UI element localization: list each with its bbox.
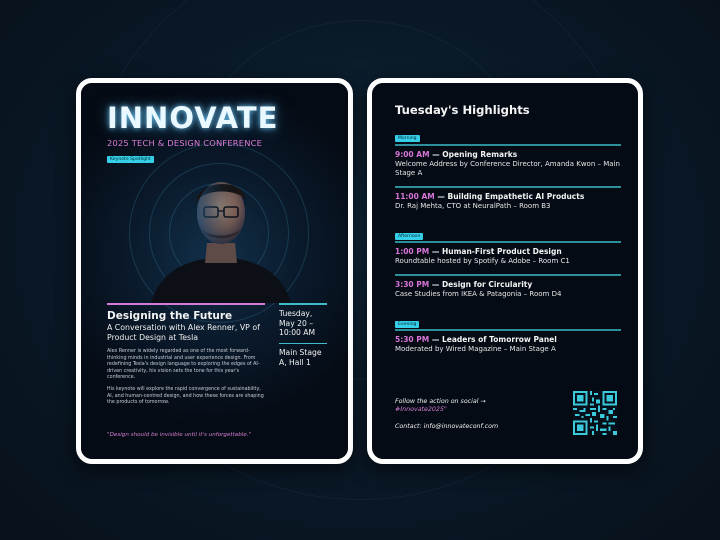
session-item — [395, 241, 621, 266]
session-title: — Design for Circularity — [429, 279, 533, 289]
keynote-talk-info — [107, 303, 267, 407]
session-title: — Building Empathetic AI Products — [434, 191, 585, 201]
session-desc: Roundtable hosted by Spotify & Adobe – Room C1 — [395, 256, 570, 265]
teal-divider — [279, 343, 327, 345]
period-badge-morning: Morning — [395, 135, 420, 142]
conference-title: INNOVATE — [107, 101, 279, 135]
talk-title: Designing the Future — [107, 310, 233, 322]
keynote-badge: Keynote Spotlight — [107, 156, 154, 163]
session-time: 1:00 PM — [395, 246, 430, 256]
period-badge-evening: Evening — [395, 321, 419, 328]
session-item — [395, 186, 621, 211]
keynote-summary: His keynote will explore the rapid convergence of sustainability, AI, and human-centred design, and how these forces are shaping the products of tomorrow. — [107, 386, 264, 406]
social-hashtag[interactable]: #Innovate2025" — [395, 406, 447, 414]
location: Main Stage A, Hall 1 — [279, 348, 322, 367]
session-divider — [395, 329, 621, 331]
keynote-poster-card — [76, 78, 353, 464]
teal-divider — [279, 303, 327, 305]
conference-subtitle: 2025 TECH & DESIGN CONFERENCE — [107, 138, 263, 148]
session-title: — Human-First Product Design — [429, 246, 562, 256]
session-item — [395, 329, 621, 354]
session-desc: Welcome Address by Conference Director, Amanda Kwon – Main Stage A — [395, 159, 620, 177]
social-text: Follow the action on social → — [395, 398, 486, 405]
social-callout — [395, 398, 535, 415]
session-title: — Leaders of Tomorrow Panel — [429, 334, 557, 344]
session-item — [395, 144, 621, 178]
speaker-quote: "Design should be invisible until it's unforgettable." — [107, 432, 252, 438]
session-time: 9:00 AM — [395, 149, 430, 159]
pink-divider — [107, 303, 265, 305]
qr-code[interactable] — [573, 391, 617, 435]
period-badge-afternoon: Afternoon — [395, 233, 423, 240]
session-item — [395, 274, 621, 299]
session-time: 3:30 PM — [395, 279, 430, 289]
session-time: 11:00 AM — [395, 191, 435, 201]
session-divider — [395, 186, 621, 188]
speaker-bio: Alex Renner is widely regarded as one of the most forward-thinking minds in industrial and user experience design. From redefining Tesla's design language to exploring the edges of AI-driven creativity, his vision sets the tone for this year's conference. — [107, 349, 260, 381]
session-divider — [395, 144, 621, 146]
date-time: Tuesday, May 20 – 10:00 AM — [279, 309, 316, 338]
talk-subtitle: A Conversation with Alex Renner, VP of Product Design at Tesla — [107, 323, 260, 342]
session-desc: Moderated by Wired Magazine – Main Stage A — [395, 344, 556, 353]
schedule-info — [279, 303, 329, 367]
highlights-title: Tuesday's Highlights — [395, 103, 530, 117]
session-desc: Case Studies from IKEA & Patagonia – Room D4 — [395, 289, 562, 298]
session-divider — [395, 241, 621, 243]
speaker-portrait — [141, 151, 301, 303]
highlights-card — [367, 78, 643, 464]
session-time: 5:30 PM — [395, 334, 430, 344]
contact-email[interactable]: Contact: info@innovateconf.com — [395, 423, 499, 430]
session-desc: Dr. Raj Mehta, CTO at NeuralPath – Room B3 — [395, 201, 551, 210]
session-divider — [395, 274, 621, 276]
session-title: — Opening Remarks — [429, 149, 518, 159]
